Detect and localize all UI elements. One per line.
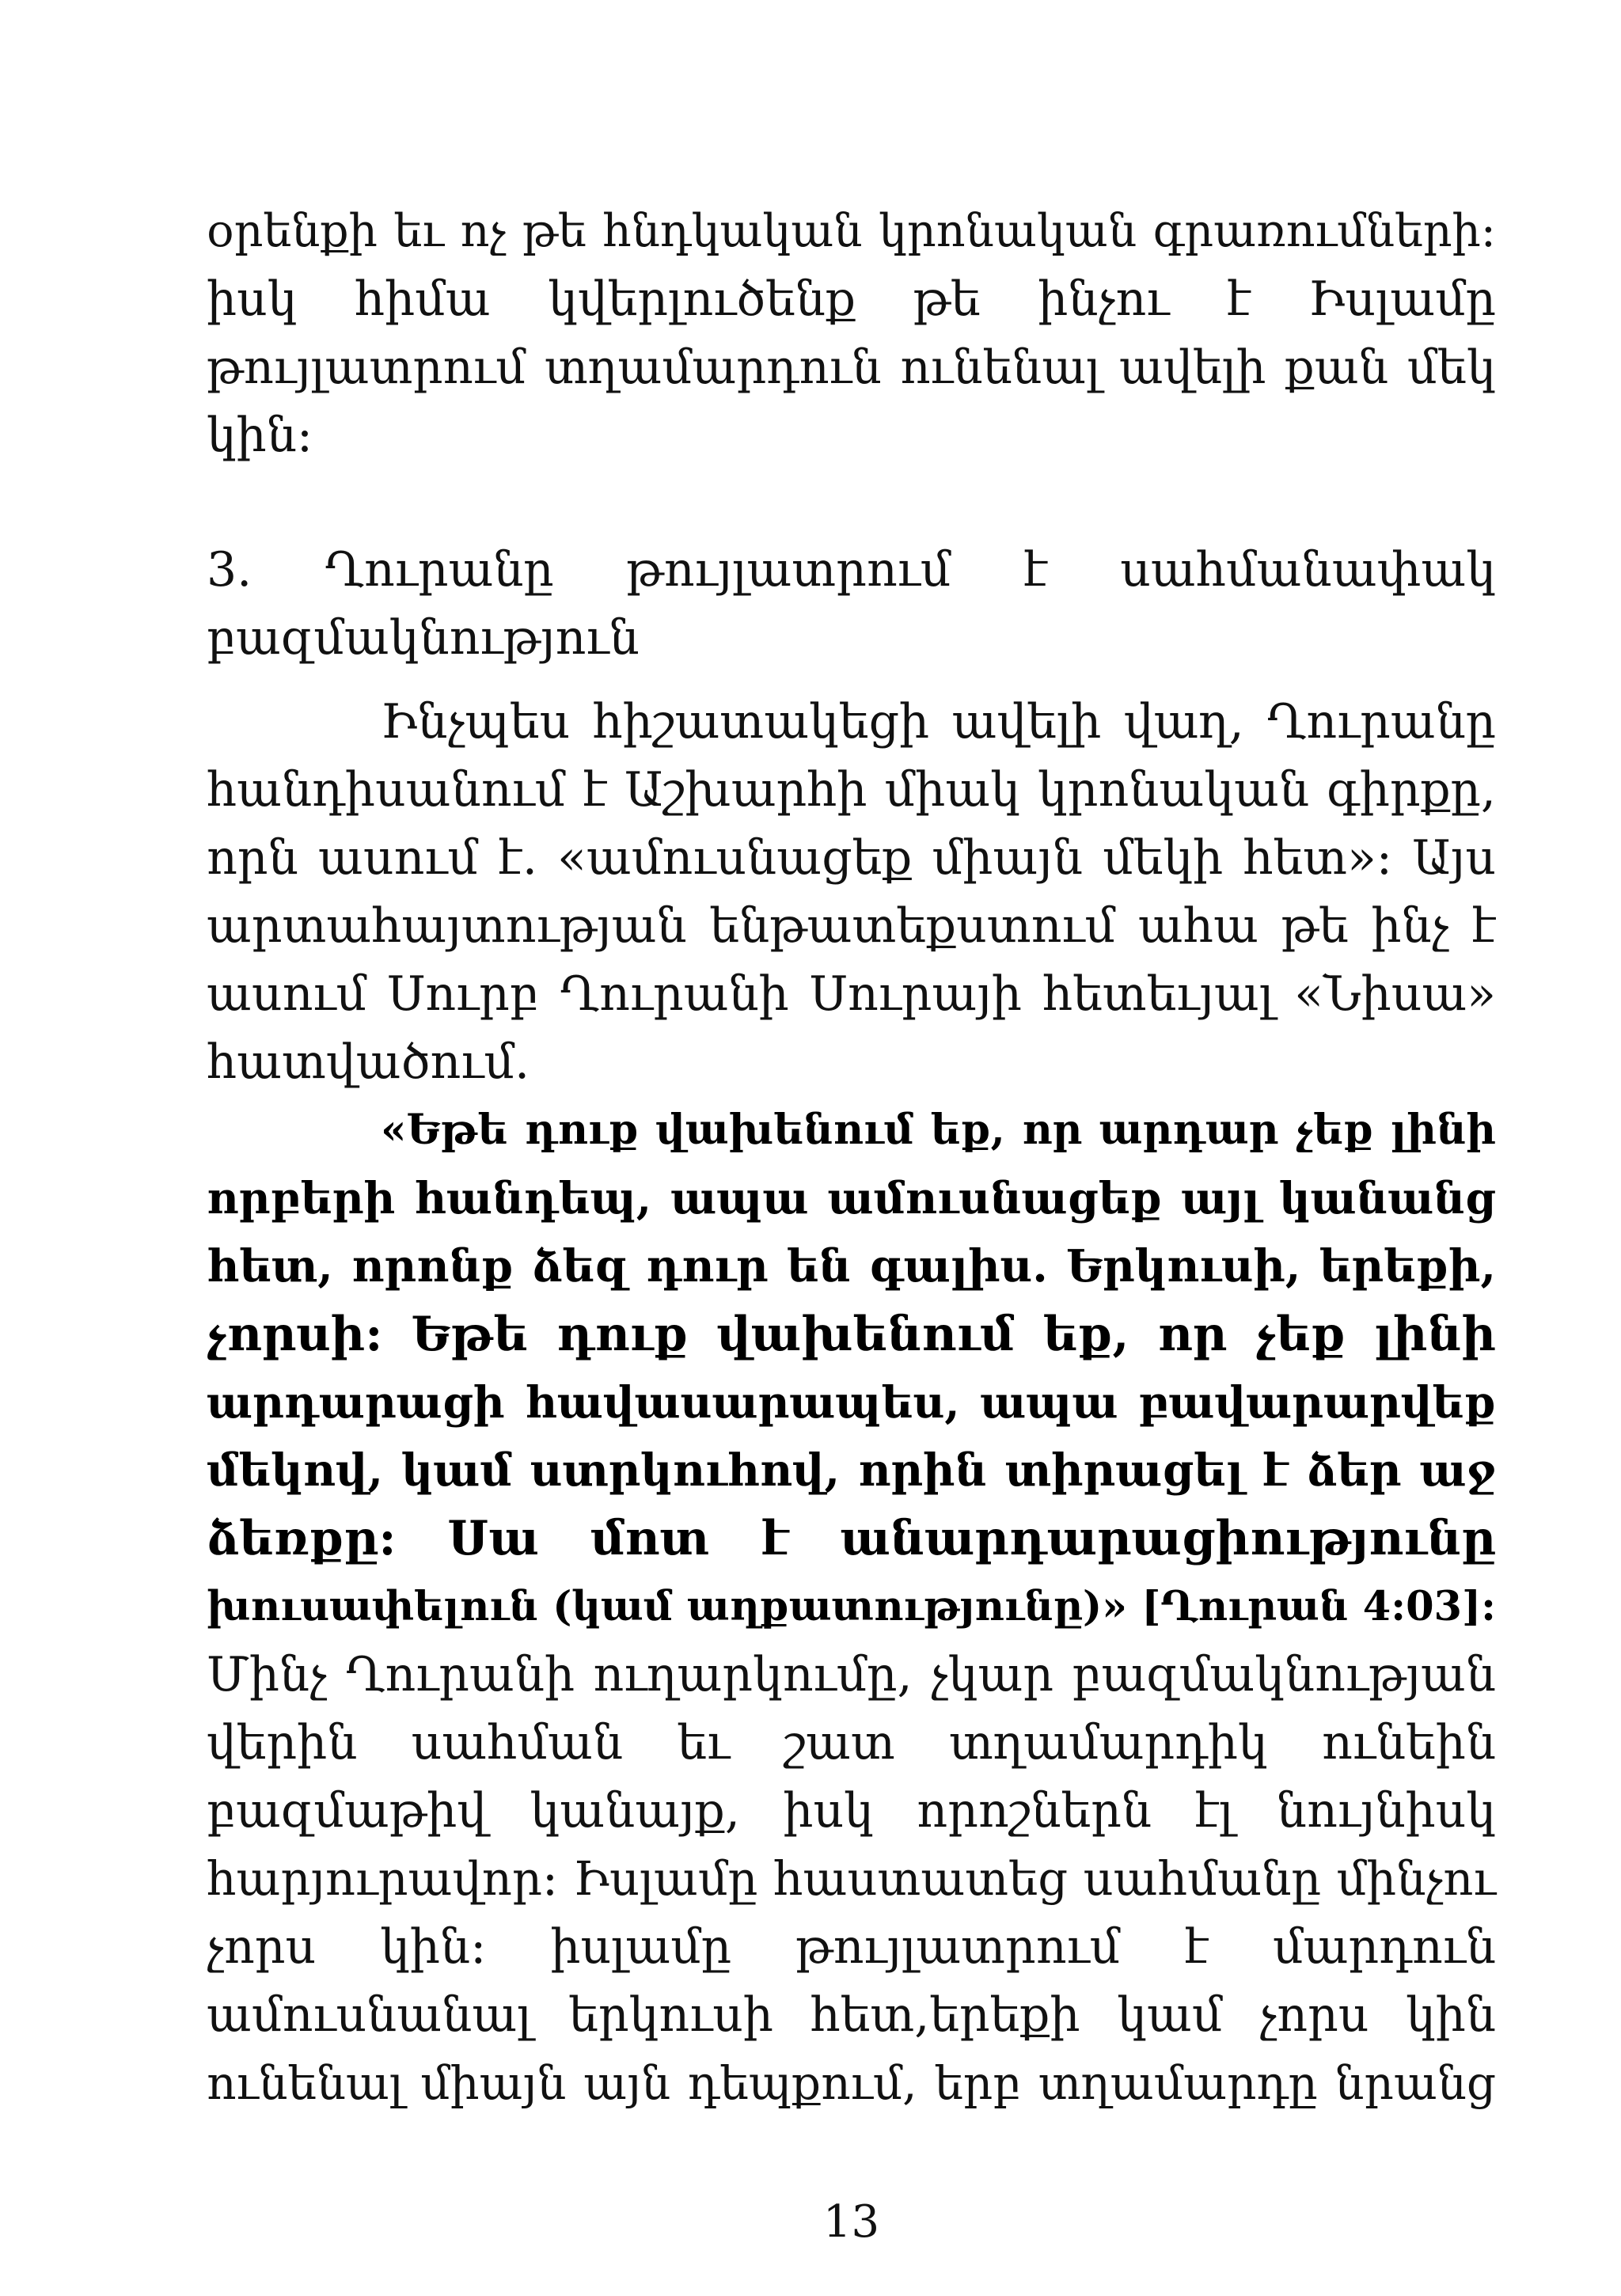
body-paragraph [207, 688, 1496, 1096]
quote-line: հետ, որոնք ձեզ դուր են գալիս. Երկուսի, երեքի, [207, 1240, 1496, 1292]
quote-line: արդարացի հավասարապես, ապա բավարարվեք [207, 1376, 1496, 1428]
text-line: թույլատրում տղամարդուն ունենալ ավելի քան մեկ [207, 340, 1496, 394]
quote-line: խուսափելուն (կամ աղքատությունը)» [Ղուրան 4:03]: [207, 1583, 1496, 1630]
text-line: կին: [207, 408, 313, 463]
text-line: իսկ հիմա կվերլուծենք թե ինչու է Իսլամը [207, 271, 1496, 327]
text-line: հանդիսանում է Աշխարհի միակ կրոնական գիրքը, [207, 762, 1496, 818]
quote-line: ձեռքը: Սա մոտ է անարդարացիությունը [207, 1511, 1496, 1566]
text-line: արտահայտության ենթատեքստում ահա թե ինչ է [207, 898, 1496, 954]
text-line: Մինչ Ղուրանի ուղարկումը, չկար բազմակնության [207, 1647, 1496, 1702]
text-line: որն ասում է. «ամուսնացեք միայն մեկի հետ»: Այս [207, 830, 1496, 886]
text-line: բազմաթիվ կանայք, իսկ որոշներն էլ նույնիսկ [207, 1783, 1496, 1839]
page-number: 13 [822, 2196, 880, 2248]
quote-line: որբերի հանդեպ, ապա ամուսնացեք այլ կանանց [207, 1172, 1496, 1224]
text-line: հատվածում. [207, 1034, 530, 1090]
section-heading [207, 536, 1496, 672]
text-line: Ինչպես հիշատակեցի ավելի վաղ, Ղուրանը [381, 694, 1496, 750]
quote-line: չորսի: Եթե դուք վախենում եք, որ չեք լինի [207, 1307, 1496, 1362]
text-line: չորս կին: իսլամը թույլատրում է մարդուն [207, 1919, 1496, 1975]
quote-line: «Եթե դուք վախենում եք, որ արդար չեք լինի [381, 1106, 1496, 1154]
text-line: օրենքի եւ ոչ թե հնդկական կրոնական գրառումների: [207, 205, 1496, 257]
continuation-paragraph [207, 1641, 1496, 2117]
text-line: ասում Սուրբ Ղուրանի Սուրայի հետեւյալ «Նիսա» [207, 966, 1496, 1022]
section-heading-line: 3. Ղուրանը թույլատրում է սահմանափակ [207, 542, 1496, 598]
page-text [207, 197, 1496, 2117]
quote-line: մեկով, կամ ստրկուհով, որին տիրացել է ձեր աջ [207, 1444, 1496, 1497]
text-line: վերին սահման եւ շատ տղամարդիկ ունեին [207, 1715, 1496, 1770]
intro-paragraph [207, 197, 1496, 469]
text-line: հարյուրավոր: Իսլամը հաստատեց սահմանը մինչու [207, 1851, 1496, 1906]
quran-quote [207, 1096, 1496, 1641]
text-line: ունենալ միայն այն դեպքում, երբ տղամարդը նրանց [207, 2056, 1496, 2110]
text-line: ամուսնանալ երկուսի հետ,երեքի կամ չորս կին [207, 1987, 1496, 2043]
section-heading-line: բազմակնություն [207, 610, 640, 666]
